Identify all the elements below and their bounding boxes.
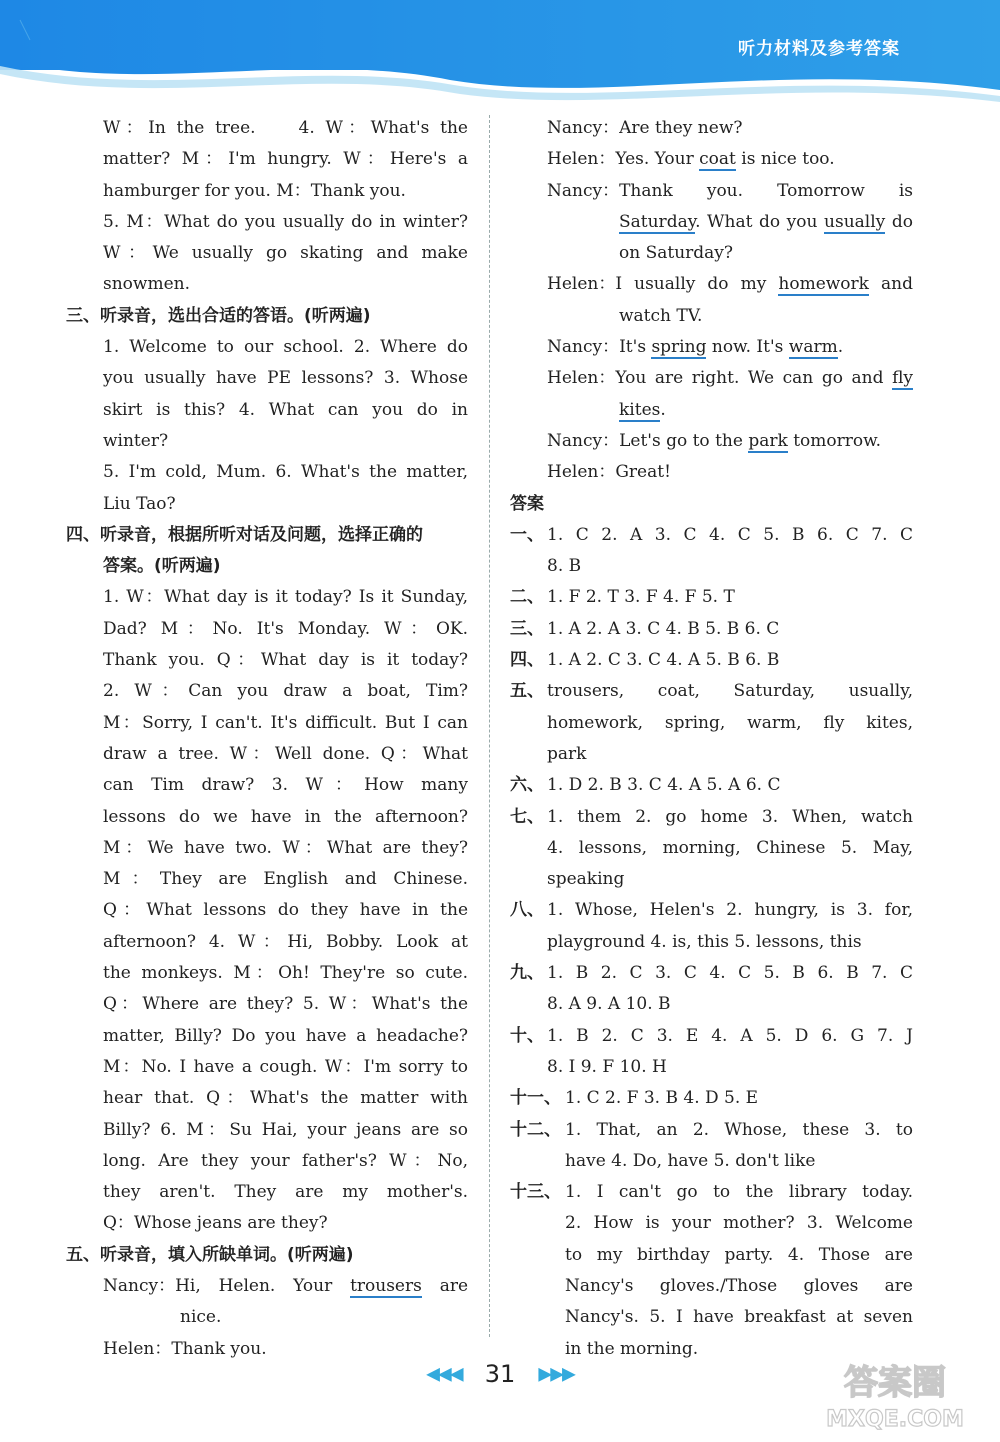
transcript-line: Q：What lessons do they have in the [103,900,468,921]
answer-blank: homework [778,274,869,295]
text-line: Liu Tao? [103,493,176,514]
right-column [510,113,913,1365]
section-4-transcript [66,582,468,1239]
answer-row: 十二、 1. That, an 2. Whose, these 3. to have 4. Do, have 5. don't like [510,1119,913,1171]
answer-blank: park [748,430,788,451]
transcript-line: M：Sorry, I can't. It's difficult. But I can [103,712,468,733]
answer-row: 七、 1. them 2. go home 3. When, watch 4. lessons, morning, Chinese 5. May, speaking [510,806,913,890]
text-line: matter? M：I'm hungry. W：Here's a [103,149,468,170]
transcript-line: matter, Billy? Do you have a headache? [103,1025,468,1046]
transcript-line: afternoon? 4. W：Hi, Bobby. Look at [103,931,468,952]
answer-row: 十三、 1. I can't go to the library today. 2. How is your mother? 3. Welcome to my birthday party. 4. Those are Nancy's gloves./Those gloves are Nancy's. 5. I have breakfast at seven in the morning. [510,1182,913,1359]
answer-row: 二、 1. F 2. T 3. F 4. F 5. T [510,587,735,608]
answer-blank: fly [892,368,914,389]
answers-heading: 答案 [510,493,544,514]
transcript-line: M：No. I have a cough. W：I'm sorry to [103,1056,468,1077]
svg-text:答案圈: 答案圈 [844,1363,946,1403]
text-line: W：We usually go skating and make [103,243,468,264]
left-column [66,113,468,1365]
answer-blank: kites [619,399,661,420]
text-line: 5. I'm cold, Mum. 6. What's the matter, [103,462,468,483]
transcript-line: Billy? 6. M：Su Hai, your jeans are so [103,1119,468,1140]
answer-blank: usually [824,211,886,232]
answer-blank: trousers [350,1275,422,1296]
transcript-line: hear that. Q：What's the matter with [103,1088,468,1109]
transcript-line: Dad? M：No. It's Monday. W：OK. [103,618,468,639]
dialog-line: Nancy： Are they new? [547,118,743,138]
answer-row: 六、 1. D 2. B 3. C 4. A 5. A 6. C [510,775,781,796]
text-line: you usually have PE lessons? 3. Whose [103,368,468,389]
text-line: snowmen. [103,274,190,295]
dialog-line-cont: watch TV. [619,305,703,326]
dialog-line: Nancy： Hi, Helen. Your trousers are [103,1275,469,1296]
answers-list [510,520,913,1083]
dialog-line: Nancy： It's spring now. It's warm. [547,337,844,358]
section-heading-4: 四、听录音，根据所听对话及问题，选择正确的 [66,524,423,545]
transcript-line: Q：Whose jeans are they? [103,1213,328,1234]
transcript-line: the monkeys. M：Oh! They're so cute. [103,963,468,984]
answer-blank: Saturday [619,211,696,232]
answer-row: 四、 1. A 2. C 3. C 4. A 5. B 6. B [510,650,780,671]
transcript-line: M：We have two. W：What are they? [103,837,468,858]
transcript-line: they aren't. They are my mother's. [103,1182,468,1203]
column-divider [489,115,490,1337]
answer-blank: spring [651,337,707,358]
section-heading-5: 五、听录音，填入所缺单词。(听两遍) [66,1244,354,1265]
dialog-line-cont: nice. [180,1307,222,1328]
answer-row: 九、 1. B 2. C 3. C 4. C 5. B 6. B 7. C 8. A 9. A 10. B [510,963,913,1015]
transcript-line: can Tim draw? 3. W：How many [103,775,468,796]
page-number: 31 [484,1360,516,1388]
answer-row: 十、 1. B 2. C 3. E 4. A 5. D 6. G 7. J 8. I 9. F 10. H [510,1025,913,1077]
transcript-line: Q：Where are they? 5. W：What's the [103,994,468,1015]
transcript-line: long. Are they your father's? W：No, [103,1150,468,1171]
answer-row: 五、 trousers, coat, Saturday, usually, homework, spring, warm, fly kites, park [510,681,913,764]
watermark-logo [810,1354,980,1434]
dialog-line-cont: on Saturday? [619,243,734,264]
transcript-line: 1. W：What day is it today? Is it Sunday, [103,587,468,608]
answer-row: 十一、 1. C 2. F 3. B 4. D 5. E [510,1088,759,1109]
header-title: 听力材料及参考答案 [738,39,900,59]
text-line: W：In the tree. 4. W：What's the [103,118,468,138]
transcript-line: Thank you. Q：What day is it today? [103,650,468,671]
text-line: skirt is this? 4. What can you do in winter? [103,399,468,451]
transcript-line: draw a tree. W：Well done. Q：What [103,743,468,764]
answer-row: 一、 1. C 2. A 3. C 4. C 5. B 6. C 7. C 8. B [510,524,913,577]
dialog-line-cont: kites. [619,399,666,420]
answer-row: 三、 1. A 2. A 3. C 4. B 5. B 6. C [510,618,780,639]
dialog-line: Nancy： Thank you. Tomorrow is [547,180,913,201]
transcript-line: lessons do we have in the afternoon? [103,806,468,827]
svg-text:MXQE.COM: MXQE.COM [826,1407,964,1432]
dialog-line: Helen： Thank you. [103,1338,267,1359]
dialog-line: Helen： You are right. We can go and fly [547,368,914,389]
section-heading-3: 三、听录音，选出合适的答语。(听两遍) [66,305,371,326]
section-heading-4-cont: 答案。(听两遍) [103,556,221,577]
dialog-line: Helen： Yes. Your coat is nice too. [547,149,835,170]
dialog-line-cont: Saturday. What do you usually do [619,211,913,232]
answer-blank: warm [788,337,838,358]
transcript-line: M：They are English and Chinese. [103,869,468,890]
dialog-line: Helen： Great! [547,462,671,483]
dialog-line: Nancy： Let's go to the park tomorrow. [547,430,882,451]
answer-blank: coat [699,149,736,170]
dialog-line: Helen： I usually do my homework and [547,274,913,295]
text-line: 5. M：What do you usually do in winter? [103,211,468,232]
text-line: hamburger for you. M：Thank you. [103,180,406,201]
prev-arrows-icon: ◀◀◀ [426,1363,462,1385]
next-arrows-icon: ▶▶▶ [538,1363,574,1385]
answer-row: 八、 1. Whose, Helen's 2. hungry, is 3. for, playground 4. is, this 5. lessons, this [510,900,913,952]
page-header [0,0,1000,110]
text-line: 1. Welcome to our school. 2. Where do [103,337,468,358]
transcript-line: 2. W：Can you draw a boat, Tim? [103,681,468,702]
